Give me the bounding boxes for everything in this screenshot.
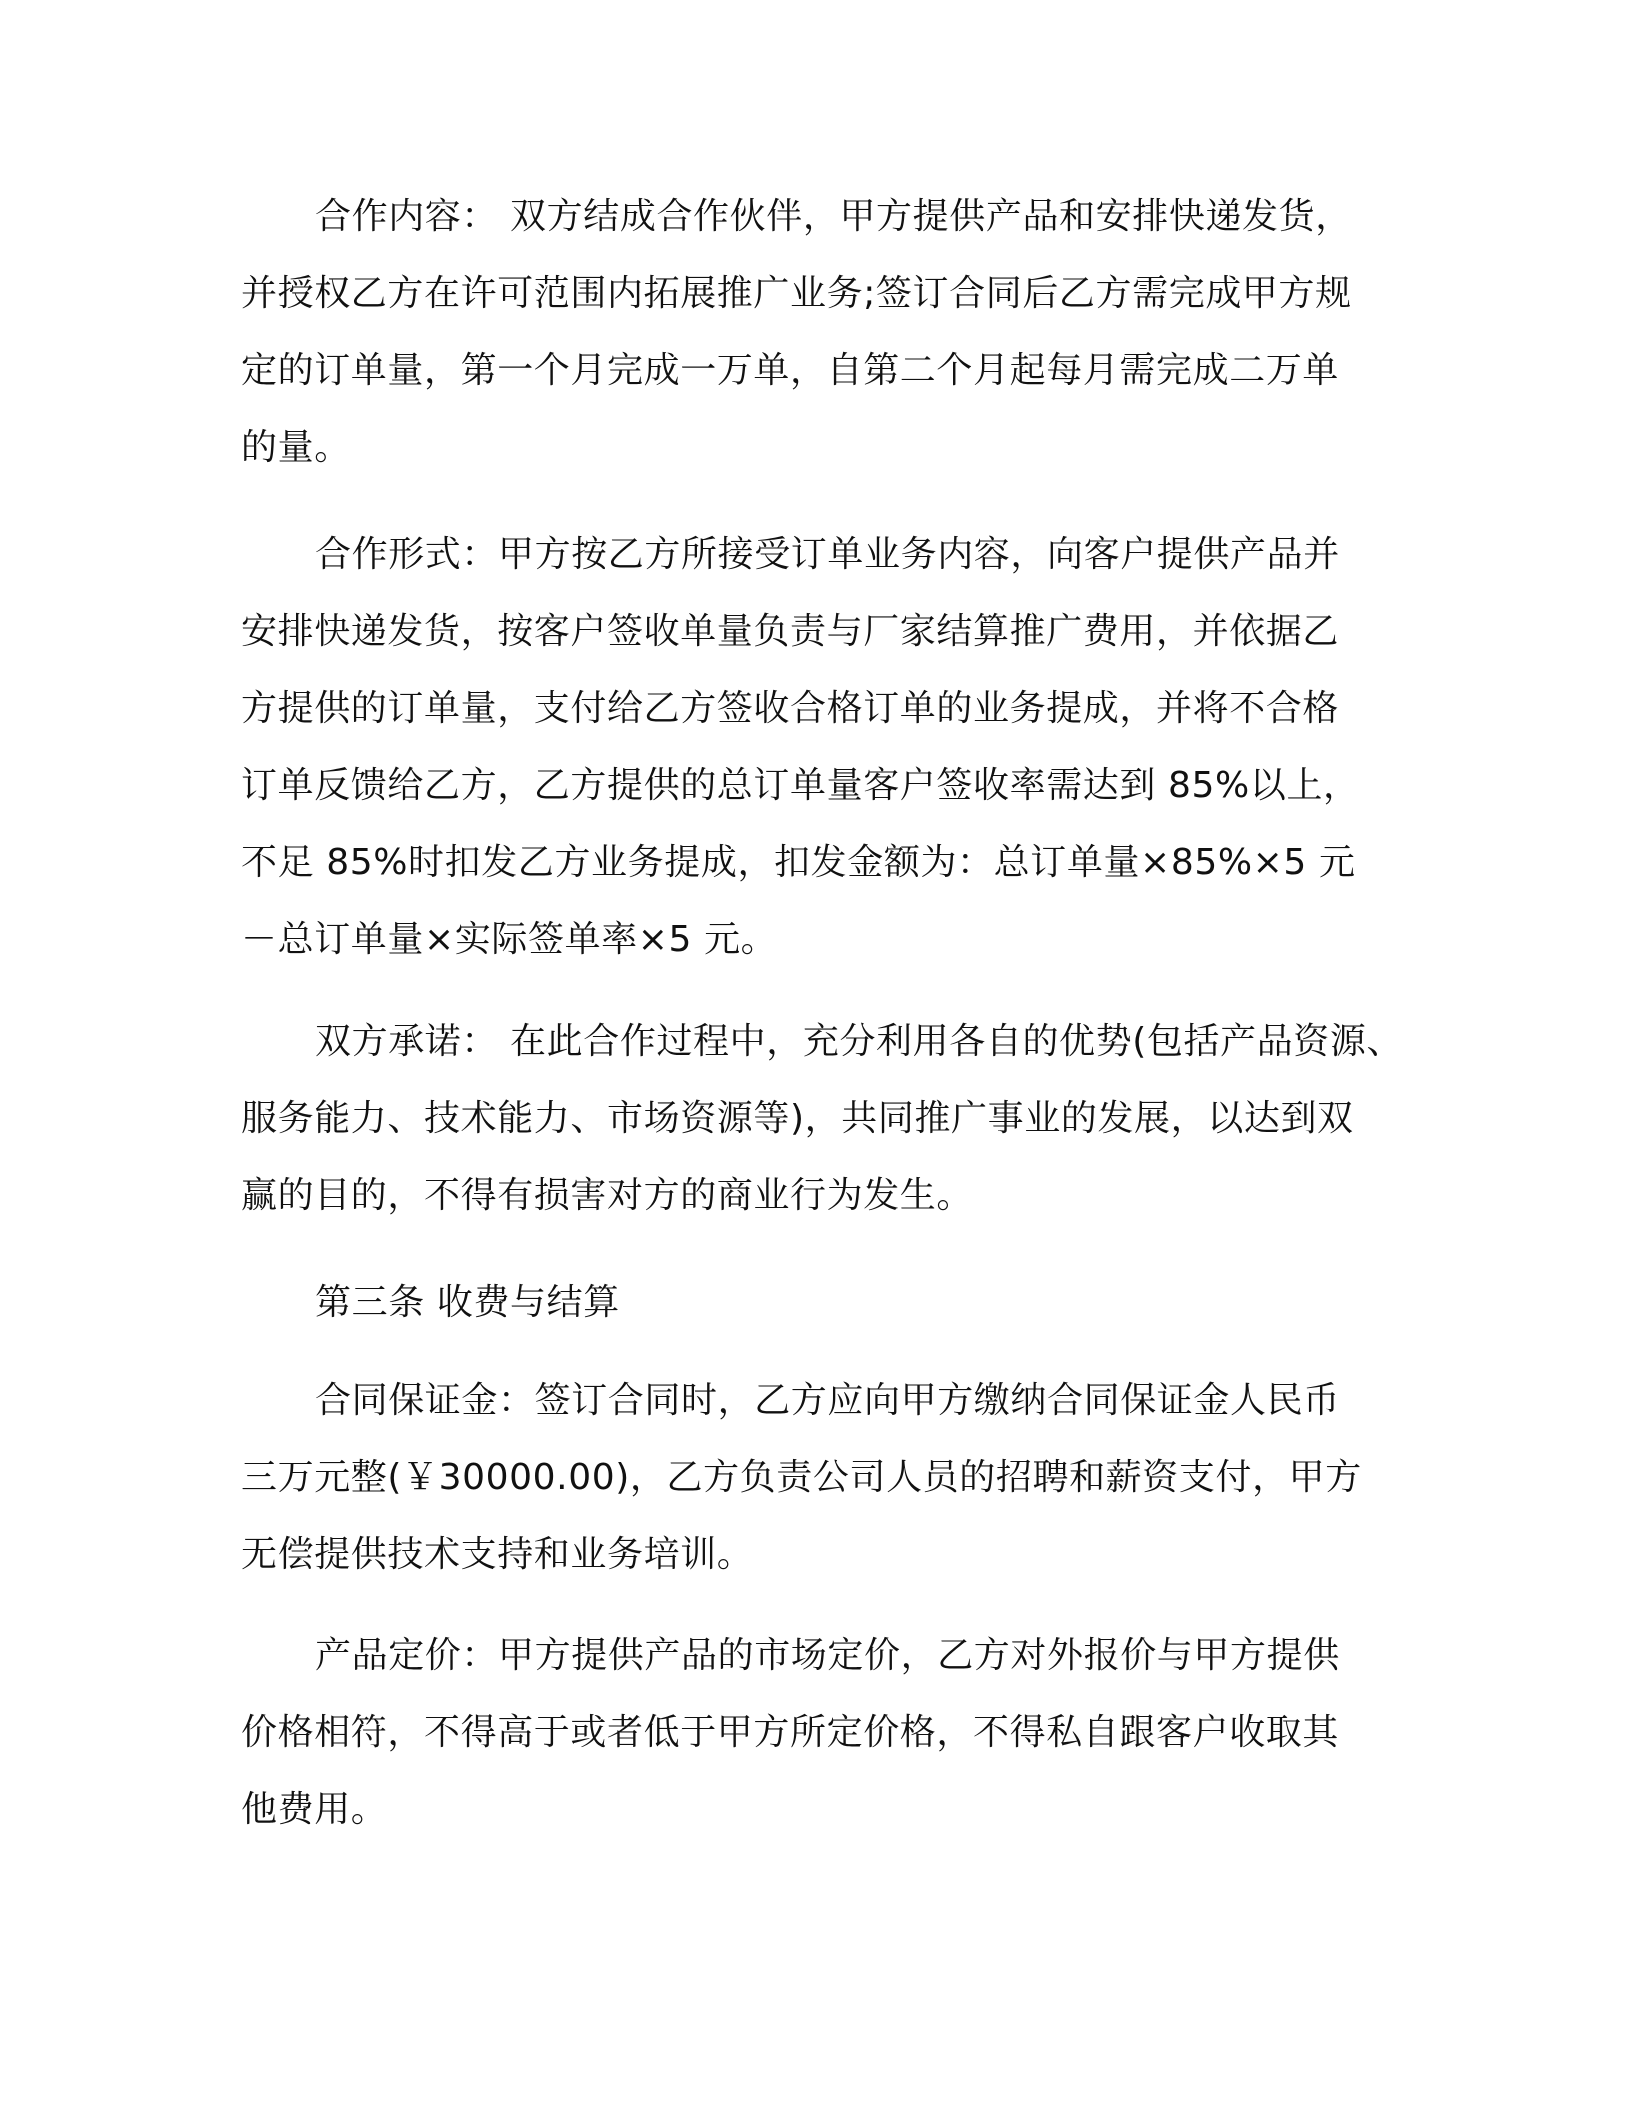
text-line: 价格相符，不得高于或者低于甲方所定价格，不得私自跟客户收取其 <box>241 1712 1340 1753</box>
text-line: 他费用。 <box>241 1789 388 1830</box>
paragraph-cooperation-content <box>241 178 1406 486</box>
text-line: 无偿提供技术支持和业务培训。 <box>241 1534 754 1575</box>
text-line: 订单反馈给乙方，乙方提供的总订单量客户签收率需达到 85%以上， <box>241 765 1360 806</box>
text-line: 安排快递发货，按客户签收单量负责与厂家结算推广费用，并依据乙 <box>241 611 1340 652</box>
text-line: 合作形式：甲方按乙方所接受订单业务内容，向客户提供产品并 <box>315 534 1340 575</box>
text-line: 不足 85%时扣发乙方业务提成，扣发金额为：总订单量×85%×5 元 <box>241 842 1356 883</box>
paragraph-contract-deposit <box>241 1362 1406 1593</box>
paragraph-product-pricing <box>241 1617 1406 1848</box>
text-line: 并授权乙方在许可范围内拓展推广业务;签订合同后乙方需完成甲方规 <box>241 273 1352 314</box>
text-line: 产品定价：甲方提供产品的市场定价，乙方对外报价与甲方提供 <box>315 1635 1340 1676</box>
text-line: 双方承诺： 在此合作过程中，充分利用各自的优势(包括产品资源、 <box>315 1021 1404 1062</box>
section-heading: 第三条 收费与结算 <box>315 1282 620 1323</box>
text-line: 定的订单量，第一个月完成一万单，自第二个月起每月需完成二万单 <box>241 350 1340 391</box>
text-line: 三万元整(￥30000.00)，乙方负责公司人员的招聘和薪资支付，甲方 <box>241 1457 1362 1498</box>
text-line: 赢的目的，不得有损害对方的商业行为发生。 <box>241 1175 974 1216</box>
paragraph-cooperation-form <box>241 516 1406 978</box>
text-line: 服务能力、技术能力、市场资源等)，共同推广事业的发展，以达到双 <box>241 1098 1354 1139</box>
text-line: 合作内容： 双方结成合作伙伴，甲方提供产品和安排快递发货， <box>315 196 1352 237</box>
text-line: －总订单量×实际签单率×5 元。 <box>241 919 778 960</box>
text-line: 的量。 <box>241 427 351 468</box>
text-line: 合同保证金：签订合同时，乙方应向甲方缴纳合同保证金人民币 <box>315 1380 1340 1421</box>
text-line: 方提供的订单量，支付给乙方签收合格订单的业务提成，并将不合格 <box>241 688 1340 729</box>
paragraph-mutual-commitment <box>241 1003 1406 1234</box>
